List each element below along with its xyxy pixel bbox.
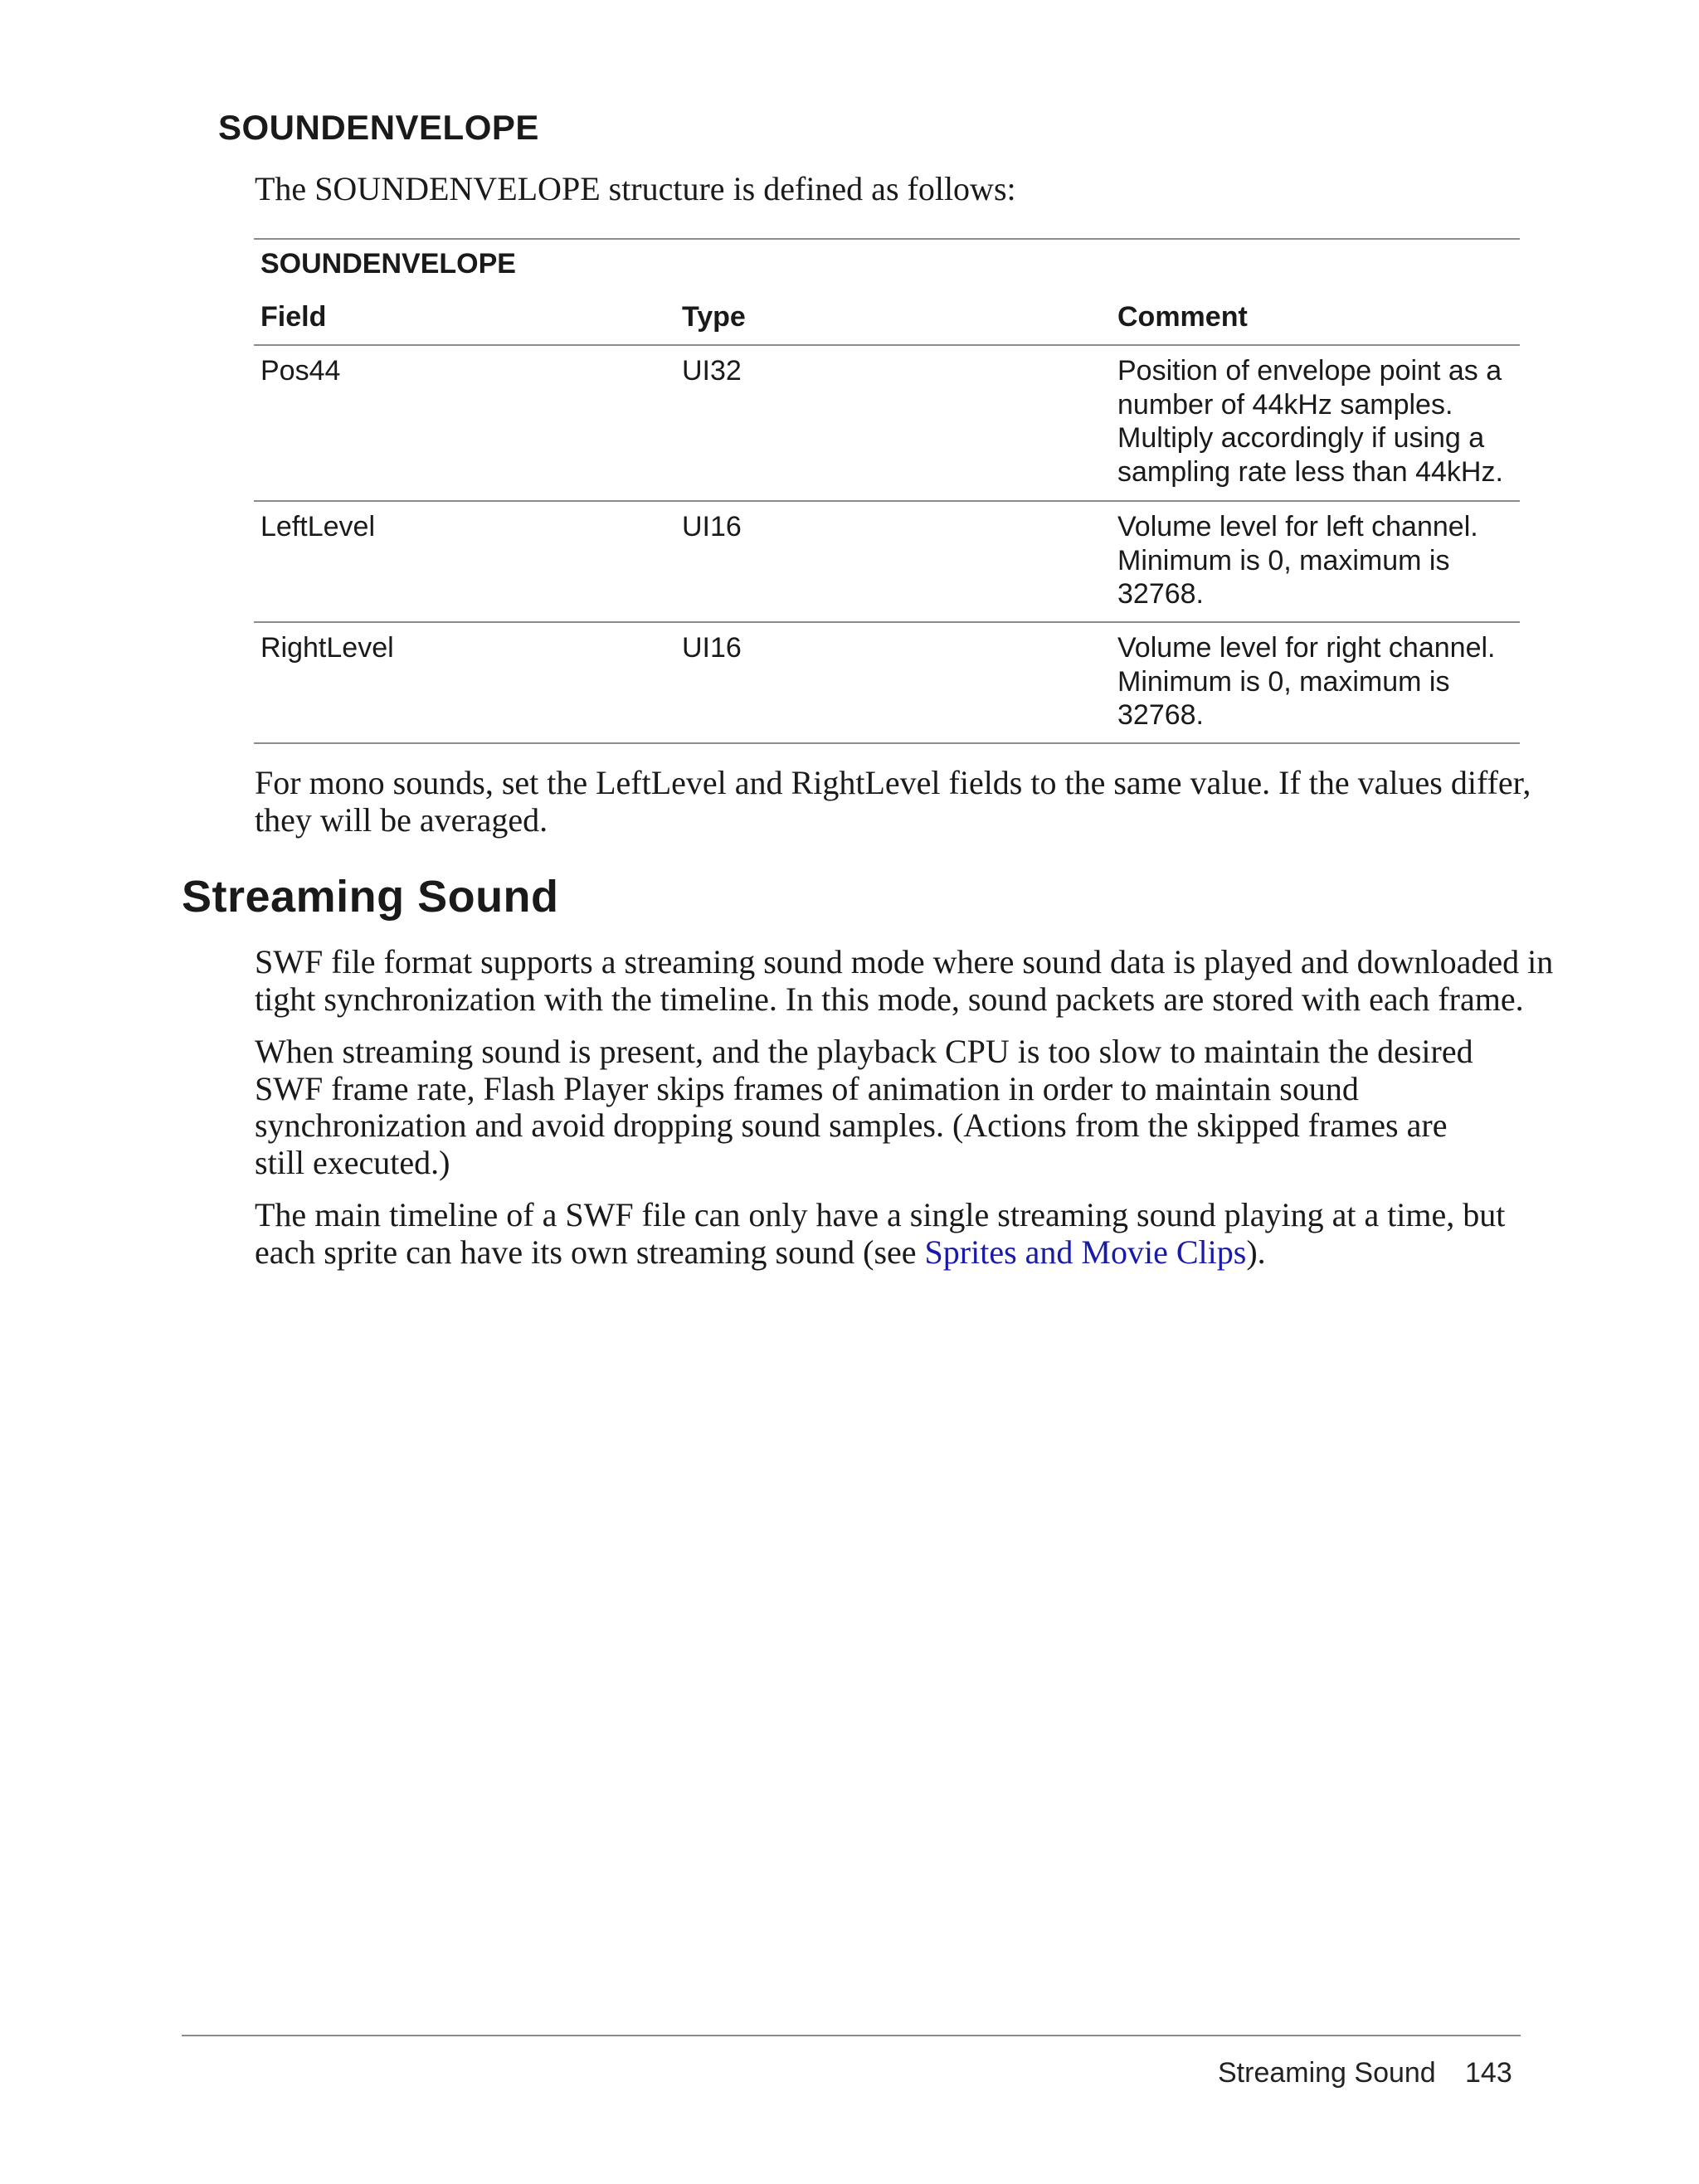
soundenvelope-table [254,238,1520,744]
streaming-paragraph-2 [255,1034,1532,1181]
text-line: For mono sounds, set the LeftLevel and RightLevel fields to the same value. If the values differ, [255,764,1531,801]
text-fragment: each sprite can have its own streaming sound (see [255,1233,925,1271]
text-line: tight synchronization with the timeline. In this mode, sound packets are stored with each frame. [255,980,1524,1018]
cell-field: RightLevel [260,632,394,664]
comment-line: 32768. [1117,578,1204,610]
cell-type: UI16 [682,632,742,664]
table-header-row [254,288,1520,344]
section-heading-soundenvelope: SOUNDENVELOPE [218,108,539,147]
table-bottom-rule [254,742,1520,744]
footer-rule [182,2035,1521,2036]
text-line: synchronization and avoid dropping sound samples. (Actions from the skipped frames are [255,1107,1448,1144]
cell-field: Pos44 [260,355,341,387]
text-fragment: ). [1246,1233,1266,1271]
comment-line: Minimum is 0, maximum is [1117,544,1450,576]
comment-line: number of 44kHz samples. [1117,388,1453,421]
sprites-and-movie-clips-link[interactable]: Sprites and Movie Clips [924,1233,1247,1271]
comment-line: sampling rate less than 44kHz. [1117,455,1503,488]
text-line: The main timeline of a SWF file can only have a single streaming sound playing at a time, but [255,1196,1506,1233]
text-line: SWF frame rate, Flash Player skips frames of animation in order to maintain sound [255,1069,1359,1107]
table-row [254,502,1520,621]
mono-note-paragraph [255,765,1532,839]
header-type: Type [682,301,746,333]
table-row [254,346,1520,500]
text-line: still executed.) [255,1143,450,1181]
comment-line: Position of envelope point as a [1117,355,1502,387]
intro-paragraph: The SOUNDENVELOPE structure is defined as follows: [255,170,1016,207]
text-line: When streaming sound is present, and the playback CPU is too slow to maintain the desired [255,1033,1473,1070]
cell-field: LeftLevel [260,511,375,542]
table-row [254,623,1520,742]
text-line [255,1234,1532,1272]
streaming-paragraph-1 [255,943,1554,1018]
comment-line: Volume level for left channel. [1117,511,1478,542]
footer-page-number: 143 [1465,2057,1512,2089]
comment-line: 32768. [1117,699,1204,731]
comment-line: Volume level for right channel. [1117,632,1496,664]
header-field: Field [260,301,327,333]
cell-type: UI32 [682,355,742,387]
cell-comment [1117,631,1520,732]
text-line: they will be averaged. [255,800,548,839]
text-line: SWF file format supports a streaming sound mode where sound data is played and downloaded in [255,943,1554,980]
comment-line: Multiply accordingly if using a [1117,422,1485,454]
table-title: SOUNDENVELOPE [260,248,516,280]
section-heading-streaming-sound: Streaming Sound [182,872,559,922]
header-comment: Comment [1117,301,1248,333]
cell-comment [1117,354,1520,489]
comment-line: Minimum is 0, maximum is [1117,665,1450,698]
streaming-paragraph-3 [255,1197,1532,1271]
cell-comment [1117,510,1520,611]
cell-type: UI16 [682,511,742,542]
footer-section-title: Streaming Sound [1218,2057,1436,2089]
